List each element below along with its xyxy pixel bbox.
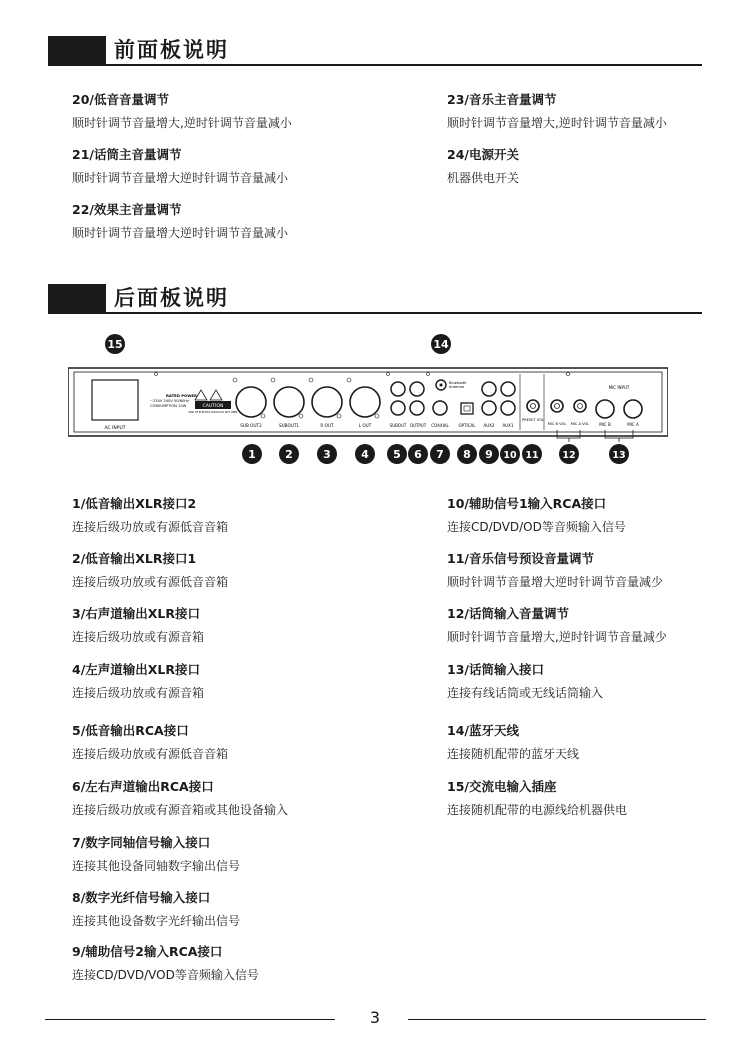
aux1-label: AUX1 [502,423,514,428]
coaxial-jack [433,401,447,415]
footer-rule-left [45,1019,335,1020]
rear-item-9 [72,943,372,984]
marker-label: 1 [248,448,256,461]
caution-label: CAUTION [202,404,224,409]
header-block [48,284,106,312]
xlr-sub-out1 [274,387,304,417]
xlr-r-out [312,387,342,417]
item-desc: 连接后级功放或有源音箱 [72,686,205,700]
footer-rule-right [408,1019,706,1020]
rear-item-1 [72,495,372,536]
rear-item-6 [72,778,372,819]
header-block [48,36,106,64]
mic-a-jack [624,400,642,418]
output-rca-label: OUTPUT [409,423,427,428]
front-item-22 [72,201,372,242]
item-desc: 顺时针调节音量增大,逆时针调节音量减少 [447,630,667,644]
rear-item-15 [447,778,747,819]
item-desc: 连接后级功放或有源低音音箱 [72,747,229,761]
rca-jack [391,382,405,396]
header-rule [48,312,702,314]
rear-item-10 [447,495,747,536]
item-desc: 顺时针调节音量增大,逆时针调节音量减小 [447,116,667,130]
preset-vol-label: PRESET VOL [521,418,545,422]
item-title: 15/交流电输入插座 [447,779,557,794]
header-rule [48,64,702,66]
mic-a-vol-label: MIC A VOL [570,422,590,426]
ac-input-socket [92,380,138,420]
rear-item-12 [447,605,747,646]
marker-label: 11 [525,450,539,461]
marker-6 [408,444,428,464]
rear-item-13 [447,661,747,702]
rca-jack [482,401,496,415]
front-panel-title: 前面板说明 [114,38,229,62]
mic-b-vol-label: MIC B VOL [547,422,567,426]
l-out-label: L OUT [358,423,372,428]
marker-13 [609,444,629,464]
item-desc: 连接后级功放或有源低音音箱 [72,520,229,534]
item-desc: 连接CD/DVD/OD等音频输入信号 [447,520,626,534]
voltage-label: ~230V 240V 50/60Hz [150,399,189,403]
item-title: 3/右声道输出XLR接口 [72,606,200,621]
rear-panel-diagram [68,330,668,470]
rear-item-5 [72,722,372,763]
marker-15 [105,334,125,354]
marker-10 [500,444,520,464]
marker-label: 5 [393,448,401,461]
marker-label: 13 [612,450,626,461]
rca-jack [410,401,424,415]
marker-label: 9 [485,448,493,461]
sub-out2-label: SUB OUT2 [240,423,262,428]
rear-panel-title: 后面板说明 [114,286,229,310]
marker-label: 3 [323,448,331,461]
xlr-sub-out2 [236,387,266,417]
marker-2 [279,444,299,464]
rear-item-8 [72,889,372,930]
rear-item-3 [72,605,372,646]
ac-input-label: AC INPUT [104,426,126,431]
rear-item-4 [72,661,372,702]
item-title: 8/数字光纤信号输入接口 [72,890,211,905]
marker-label: 7 [436,448,444,461]
item-desc: 连接有线话筒或无线话筒输入 [447,686,604,700]
marker-8 [457,444,477,464]
item-title: 7/数字同轴信号输入接口 [72,835,211,850]
item-title: 4/左声道输出XLR接口 [72,662,200,677]
rated-power-label: RATED POWER [166,393,197,398]
front-item-21 [72,146,372,187]
marker-label: 12 [562,450,576,461]
page-number: 3 [369,1008,381,1027]
item-desc: 连接随机配带的电源线给机器供电 [447,803,628,817]
marker-14 [431,334,451,354]
marker-1 [242,444,262,464]
rca-jack [410,382,424,396]
mic-a-volume-knob [574,400,586,412]
item-title: 1/低音输出XLR接口2 [72,496,197,511]
item-desc: 顺时针调节音量增大逆时针调节音量减小 [72,226,289,240]
subout-rca-label: SUBOUT [389,423,407,428]
item-title: 20/低音音量调节 [72,92,169,107]
item-title: 5/低音输出RCA接口 [72,723,189,738]
item-desc: 连接其他设备同轴数字输出信号 [72,859,241,873]
optical-label: OPTICAL [458,423,476,428]
caution-sub-label: RISK OF ELECTRIC SHOCK DO NOT OPEN [188,411,238,414]
item-title: 6/左右声道输出RCA接口 [72,779,214,794]
mic-b-volume-knob [551,400,563,412]
rear-item-7 [72,834,372,875]
rear-item-2 [72,550,372,591]
marker-label: 10 [503,450,517,461]
marker-7 [430,444,450,464]
optical-port [461,403,473,414]
mic-a-label: MIC A [627,422,639,427]
marker-11 [522,444,542,464]
item-title: 11/音乐信号预设音量调节 [447,551,594,566]
xlr-l-out [350,387,380,417]
front-item-24 [447,146,747,187]
rear-item-14 [447,722,747,763]
marker-label: 8 [463,448,471,461]
marker-label: 6 [414,448,422,461]
marker-label: 15 [107,338,123,351]
consumption-label: CONSUMPTION 15W [150,404,187,408]
rca-jack [391,401,405,415]
item-desc: 连接其他设备数字光纤输出信号 [72,914,241,928]
bluetooth-label: Bluetooth [449,381,467,385]
item-title: 22/效果主音量调节 [72,202,182,217]
item-title: 14/蓝牙天线 [447,723,519,738]
item-desc: 顺时针调节音量增大逆时针调节音量减少 [447,575,664,589]
mic-b-label: MIC B [599,422,611,427]
item-desc: 连接后级功放或有源音箱或其他设备输入 [72,803,289,817]
item-desc: 连接CD/DVD/VOD等音频输入信号 [72,968,259,982]
mic-input-label: MIC INPUT [608,385,630,390]
coaxial-label: COAXIAL [431,423,449,428]
preset-volume-knob [527,400,539,412]
marker-12 [559,444,579,464]
mic-b-jack [596,400,614,418]
marker-label: 4 [361,448,369,461]
item-title: 24/电源开关 [447,147,519,162]
item-title: 13/话筒输入接口 [447,662,544,677]
item-desc: 连接随机配带的蓝牙天线 [447,747,580,761]
item-desc: 顺时针调节音量增大,逆时针调节音量减小 [72,116,292,130]
rca-jack [501,382,515,396]
item-desc: 连接后级功放或有源低音音箱 [72,575,229,589]
marker-label: 14 [433,338,449,351]
r-out-label: R OUT [320,423,334,428]
front-item-23 [447,91,747,132]
marker-4 [355,444,375,464]
marker-5 [387,444,407,464]
antenna-pin [440,384,443,387]
aux2-label: AUX2 [483,423,495,428]
item-desc: 顺时针调节音量增大逆时针调节音量减小 [72,171,289,185]
rear-panel-header [48,284,702,316]
item-title: 10/辅助信号1输入RCA接口 [447,496,607,511]
front-item-20 [72,91,372,132]
item-desc: 连接后级功放或有源音箱 [72,630,205,644]
item-title: 21/话筒主音量调节 [72,147,182,162]
rear-item-11 [447,550,747,591]
item-title: 23/音乐主音量调节 [447,92,557,107]
marker-label: 2 [285,448,293,461]
rca-jack [501,401,515,415]
rca-jack [482,382,496,396]
marker-3 [317,444,337,464]
marker-9 [479,444,499,464]
item-title: 2/低音输出XLR接口1 [72,551,197,566]
antenna-label: Antenna [449,385,465,389]
item-title: 12/话筒输入音量调节 [447,606,569,621]
sub-out1-label: SUBOUT1 [278,423,300,428]
front-panel-header [48,36,702,68]
item-title: 9/辅助信号2输入RCA接口 [72,944,223,959]
item-desc: 机器供电开关 [447,171,520,185]
